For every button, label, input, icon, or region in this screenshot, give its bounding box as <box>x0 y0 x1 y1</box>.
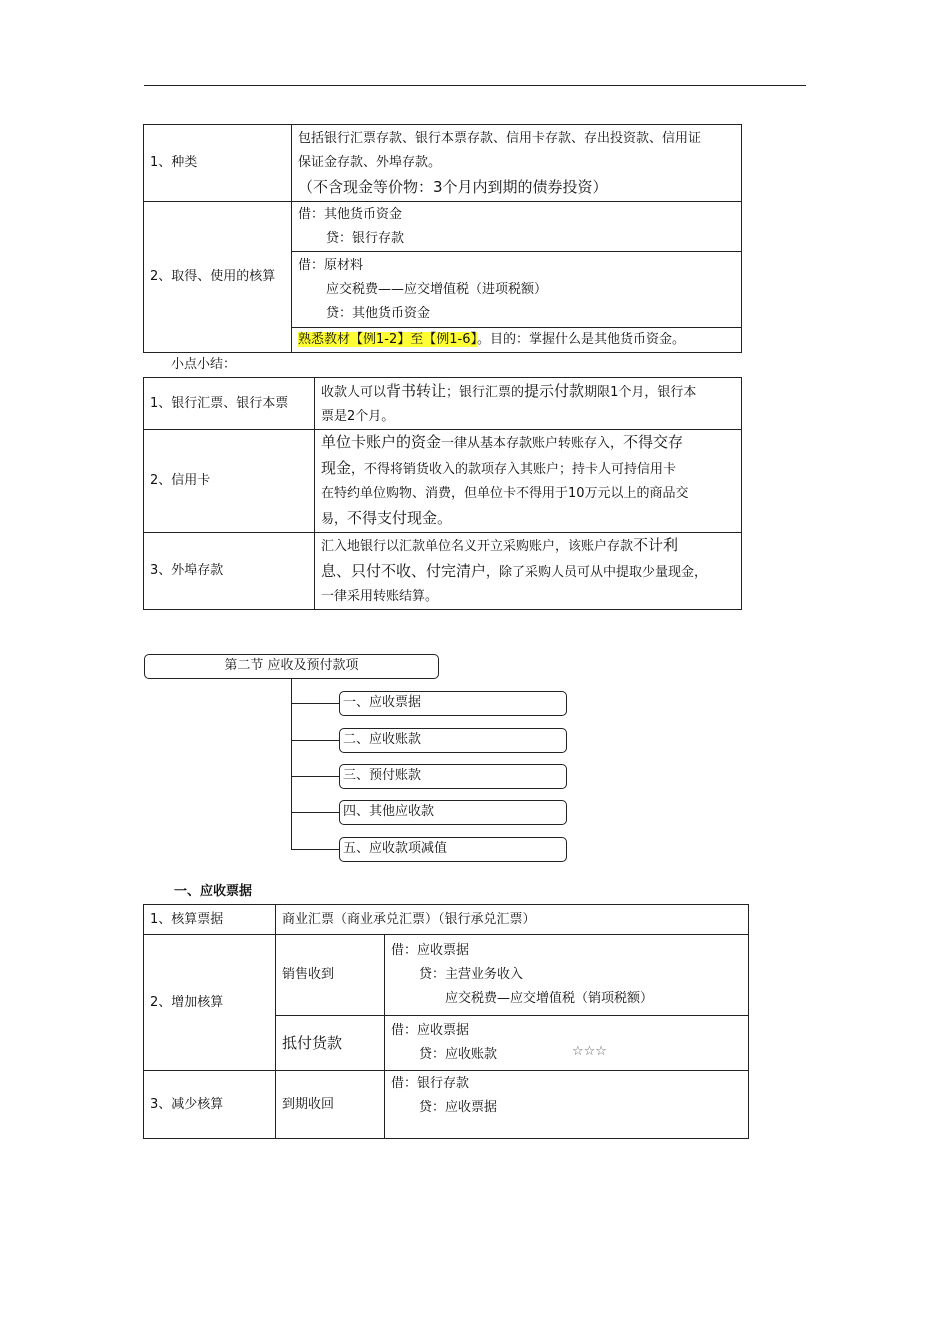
table-row <box>144 378 742 430</box>
table-row <box>144 430 742 533</box>
table-row <box>144 533 742 610</box>
diagram-child-box: 三、预付账款 <box>339 764 567 789</box>
journal-entry <box>385 1016 749 1071</box>
table-row <box>144 125 742 202</box>
credit-line: 贷：应收账款 <box>419 1047 498 1062</box>
journal-entry <box>292 202 742 252</box>
debit-line: 借：其他货币资金 <box>298 206 403 222</box>
text: ，不得将销货收入的款项存入其账户；持卡人可持信用卡 <box>351 462 677 477</box>
row-content <box>292 125 742 202</box>
table-row <box>144 905 749 935</box>
text-line: （不含现金等价物：3个月内到期的债券投资） <box>298 178 608 196</box>
diagram-child-box: 二、应收账款 <box>339 728 567 753</box>
diagram-child-box: 五、应收款项减值 <box>339 837 567 862</box>
note-text: 。目的：掌握什么是其他货币资金。 <box>476 332 685 347</box>
textbook-note <box>292 328 742 353</box>
section-heading: 一、应收票据 <box>174 884 253 899</box>
debit-line: 借：银行存款 <box>391 1076 470 1091</box>
credit-line: 贷：银行存款 <box>326 230 405 246</box>
journal-entry <box>292 252 742 328</box>
credit-line: 贷：应收票据 <box>419 1100 498 1115</box>
table-row <box>144 1071 749 1139</box>
header-rule <box>144 85 806 86</box>
row-content <box>315 430 742 533</box>
row-label: 3、减少核算 <box>144 1071 276 1139</box>
text: 背书转让 <box>386 381 447 400</box>
journal-entry <box>385 935 749 1016</box>
diagram-root-box: 第二节 应收及预付款项 <box>144 654 439 679</box>
row-content <box>315 378 742 430</box>
diagram-trunk-line <box>291 679 292 849</box>
text: 不得支付现金。 <box>347 509 453 527</box>
journal-entry <box>385 1071 749 1139</box>
diagram-branch-line <box>291 776 339 777</box>
credit-line: 贷：其他货币资金 <box>326 305 431 321</box>
text: 易， <box>321 512 348 527</box>
highlight-text: 熟悉教材【例1-2】至【例1-6】 <box>298 332 477 347</box>
diagram-branch-line <box>291 740 339 741</box>
diagram-branch-line <box>291 703 339 704</box>
text: 汇入地银行以汇款单位名义开立采购账户，该账户存款 <box>321 539 634 554</box>
text: 不得交存 <box>623 433 684 451</box>
text: 一律从基本存款账户转账存入， <box>441 436 624 451</box>
debit-line: 借：应收票据 <box>391 943 470 958</box>
sub-label: 销售收到 <box>276 935 385 1016</box>
diagram-branch-line <box>291 849 339 850</box>
row-label: 3、外埠存款 <box>144 533 315 610</box>
sub-label: 抵付货款 <box>276 1016 385 1071</box>
text: 一律采用转账结算。 <box>321 589 439 604</box>
debit-line: 借：应收票据 <box>391 1023 470 1038</box>
credit-line: 贷：主营业务收入 <box>419 967 524 982</box>
row-label: 1、银行汇票、银行本票 <box>144 378 315 430</box>
sub-label: 到期收回 <box>276 1071 385 1139</box>
text: 不计利 <box>633 536 679 554</box>
text: 收款人可以 <box>321 384 387 400</box>
text: 期限1个月，银行本 <box>584 384 697 400</box>
diagram-child-box: 四、其他应收款 <box>339 800 567 825</box>
text: 现金 <box>321 459 352 477</box>
text-line: 保证金存款、外埠存款。 <box>298 155 442 170</box>
text: 在特约单位购物、消费，但单位卡不得用于10万元以上的商品交 <box>321 486 689 501</box>
text: ；银行汇票的 <box>446 384 525 400</box>
text: 提示付款 <box>524 381 585 400</box>
row-label: 2、取得、使用的核算 <box>144 202 292 353</box>
table-row <box>144 935 749 1016</box>
debit-line: 应交税费——应交增值税（进项税额） <box>326 281 548 297</box>
table-notes-receivable <box>143 904 749 1139</box>
table-summary <box>143 377 742 610</box>
diagram-child-box: 一、应收票据 <box>339 691 567 716</box>
text: 单位卡账户的资金 <box>321 433 442 451</box>
summary-label: 小点小结： <box>171 357 237 372</box>
importance-stars-icon: ☆☆☆ <box>572 1044 607 1059</box>
text-line: 包括银行汇票存款、银行本票存款、信用卡存款、存出投资款、信用证 <box>298 131 702 146</box>
row-content: 商业汇票（商业承兑汇票）（银行承兑汇票） <box>276 905 749 935</box>
diagram-branch-line <box>291 812 339 813</box>
row-content <box>315 533 742 610</box>
debit-line: 借：原材料 <box>298 257 364 273</box>
row-label: 1、核算票据 <box>144 905 276 935</box>
table-row <box>144 202 742 252</box>
text: 票是2个月。 <box>321 408 395 424</box>
row-label: 2、增加核算 <box>144 935 276 1071</box>
row-label: 2、信用卡 <box>144 430 315 533</box>
row-label: 1、种类 <box>144 125 292 202</box>
table-other-monetary-funds <box>143 124 742 353</box>
text: ，除了采购人员可从中提取少量现金， <box>486 565 708 580</box>
credit-line: 应交税费—应交增值税（销项税额） <box>445 991 654 1006</box>
text: 息、只付不收、付完清户 <box>321 562 487 580</box>
